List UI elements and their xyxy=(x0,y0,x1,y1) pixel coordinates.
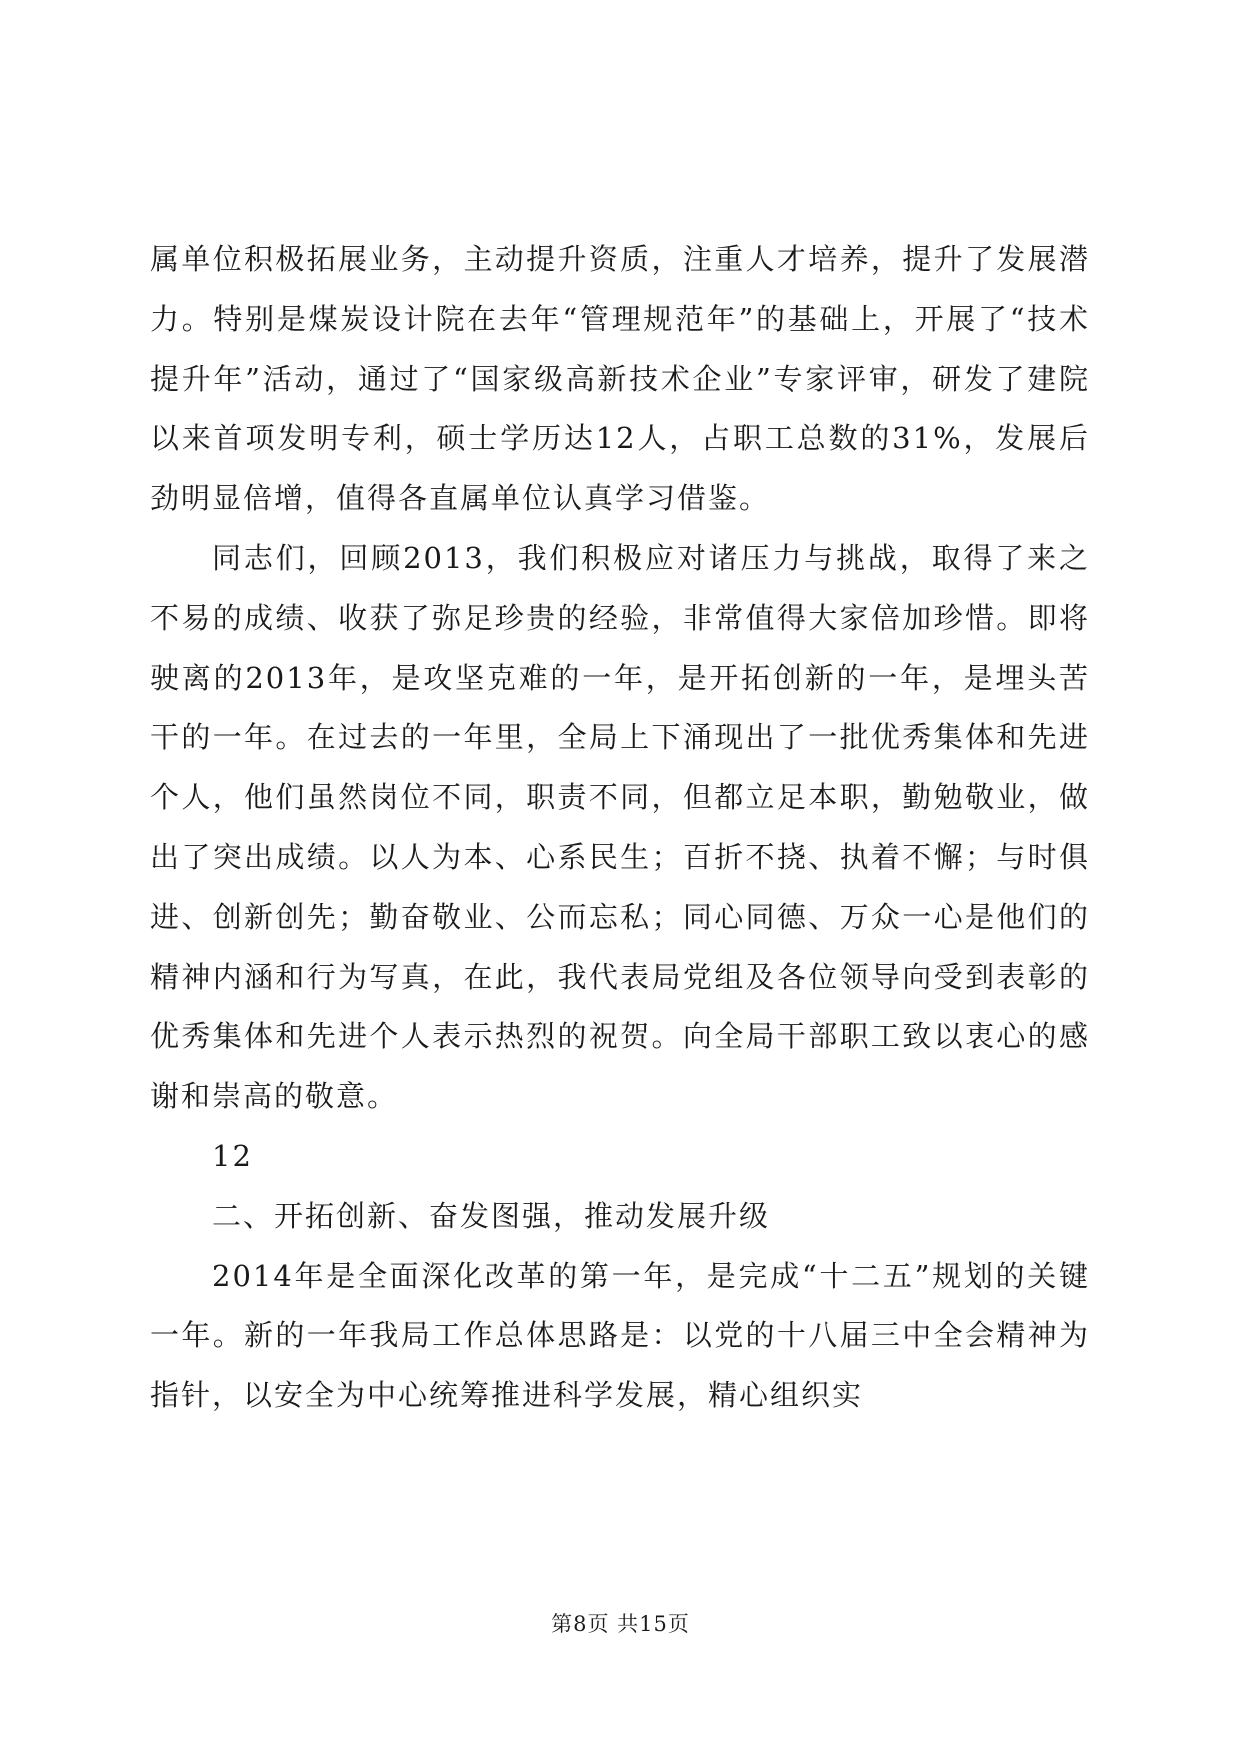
paragraph-1: 属单位积极拓展业务，主动提升资质，注重人才培养，提升了发展潜力。特别是煤炭设计院在去年“管理规范年”的基础上，开展了“技术提升年”活动，通过了“国家级高新技术企业”专家评审，研发了建院以来首项发明专利，硕士学历达12人，占职工总数的31%，发展后劲明显倍增，值得各直属单位认真学习借鉴。 xyxy=(150,242,1090,516)
paragraph-3: 12 xyxy=(212,1138,253,1173)
page-footer: 第8页 共15页 xyxy=(551,1612,690,1636)
paragraph-2: 同志们，回顾2013，我们积极应对诸压力与挑战，取得了来之不易的成绩、收获了弥足珍贵的经验，非常值得大家倍加珍惜。即将驶离的2013年，是攻坚克难的一年，是开拓创新的一年，是埋头苦干的一年。在过去的一年里，全局上下涌现出了一批优秀集体和先进个人，他们虽然岗位不同，职责不同，但都立足本职，勤勉敬业，做出了突出成绩。以人为本、心系民生；百折不挠、执着不懈；与时俱进、创新创先；勤奋敬业、公而忘私；同心同德、万众一心是他们的精神内涵和行为写真，在此，我代表局党组及各位领导向受到表彰的优秀集体和先进个人表示热烈的祝贺。向全局干部职工致以衷心的感谢和崇高的敬意。 xyxy=(150,540,1090,1114)
section-heading: 二、开拓创新、奋发图强，推动发展升级 xyxy=(212,1198,771,1233)
document-body xyxy=(150,230,1090,1426)
paragraph-4: 2014年是全面深化改革的第一年，是完成“十二五”规划的关键一年。新的一年我局工作总体思路是：以党的十八届三中全会精神为指针，以安全为中心统筹推进科学发展，精心组织实 xyxy=(150,1258,1090,1413)
